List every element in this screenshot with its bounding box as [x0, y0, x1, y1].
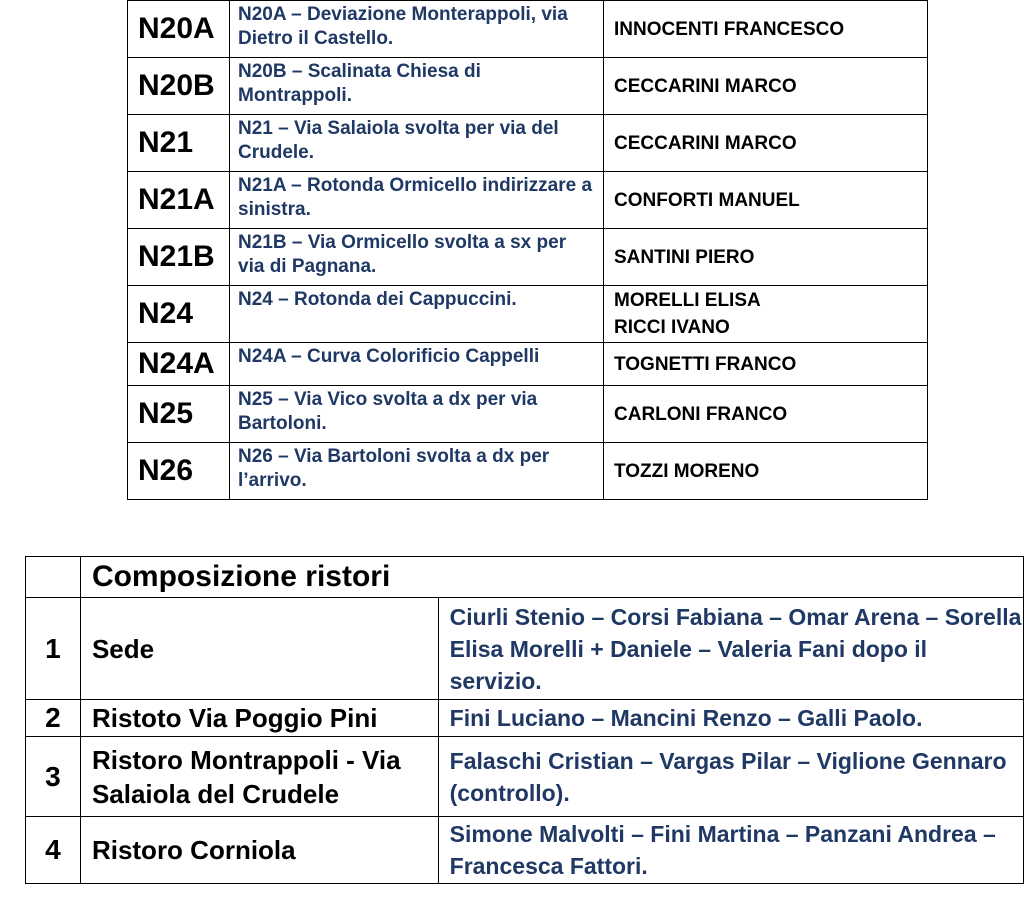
- volunteer-name: CECCARINI MARCO: [614, 132, 797, 154]
- postazione-names: [604, 386, 928, 443]
- postazione-location: N20A – Deviazione Monterappoli, via Dietro il Castello.: [230, 1, 604, 58]
- ristoro-number: 4: [26, 817, 81, 884]
- ristoro-people: Fini Luciano – Mancini Renzo – Galli Paolo.: [438, 700, 1023, 737]
- ristoro-number: 2: [26, 700, 81, 737]
- postazione-names: [604, 229, 928, 286]
- ristori-header-row: [26, 557, 1024, 598]
- volunteer-name: INNOCENTI FRANCESCO: [614, 18, 845, 40]
- postazione-location: N26 – Via Bartoloni svolta a dx per l’arrivo.: [230, 443, 604, 500]
- postazione-location: N21A – Rotonda Ormicello indirizzare a sinistra.: [230, 172, 604, 229]
- postazione-location: N21B – Via Ormicello svolta a sx per via di Pagnana.: [230, 229, 604, 286]
- postazione-location: N21 – Via Salaiola svolta per via del Crudele.: [230, 115, 604, 172]
- postazione-location: N25 – Via Vico svolta a dx per via Bartoloni.: [230, 386, 604, 443]
- ristoro-people: Ciurli Stenio – Corsi Fabiana – Omar Arena – Sorella Elisa Morelli + Daniele – Valeria Fani dopo il servizio.: [438, 598, 1023, 700]
- volunteer-name: RICCI IVANO: [614, 317, 730, 338]
- ristoro-people: Simone Malvolti – Fini Martina – Panzani Andrea – Francesca Fattori.: [438, 817, 1023, 884]
- ristoro-row: [26, 737, 1024, 817]
- ristoro-place: Sede: [80, 598, 438, 700]
- postazione-names: [604, 343, 928, 386]
- postazione-row: [128, 386, 928, 443]
- postazione-code: N20B: [128, 58, 230, 115]
- postazione-names: [604, 286, 928, 343]
- ristoro-row: [26, 700, 1024, 737]
- ristoro-number: 1: [26, 598, 81, 700]
- postazione-code: N21: [128, 115, 230, 172]
- volunteer-name: SANTINI PIERO: [614, 246, 755, 268]
- ristoro-place: Ristoto Via Poggio Pini: [80, 700, 438, 737]
- ristori-table: [25, 556, 1024, 884]
- postazione-location: N24A – Curva Colorificio Cappelli: [230, 343, 604, 386]
- postazione-row: [128, 343, 928, 386]
- postazione-code: N25: [128, 386, 230, 443]
- postazione-code: N21A: [128, 172, 230, 229]
- ristoro-place: Ristoro Montrappoli - Via Salaiola del Crudele: [80, 737, 438, 817]
- postazione-row: [128, 172, 928, 229]
- ristori-header-empty-cell: [26, 557, 81, 598]
- ristoro-place: Ristoro Corniola: [80, 817, 438, 884]
- postazione-code: N24A: [128, 343, 230, 386]
- postazione-location: N24 – Rotonda dei Cappuccini.: [230, 286, 604, 343]
- volunteer-name: MORELLI ELISA: [614, 290, 761, 311]
- postazione-row: [128, 229, 928, 286]
- postazione-names: [604, 1, 928, 58]
- postazione-row: [128, 1, 928, 58]
- postazione-row: [128, 58, 928, 115]
- ristori-title: Composizione ristori: [80, 557, 1023, 598]
- postazione-code: N20A: [128, 1, 230, 58]
- postazione-names: [604, 58, 928, 115]
- postazione-names: [604, 115, 928, 172]
- volunteer-name: CONFORTI MANUEL: [614, 189, 800, 211]
- postazione-location: N20B – Scalinata Chiesa di Montrappoli.: [230, 58, 604, 115]
- postazione-code: N26: [128, 443, 230, 500]
- postazione-row: [128, 443, 928, 500]
- volunteer-name: TOZZI MORENO: [614, 460, 760, 482]
- postazione-row: [128, 115, 928, 172]
- postazione-row: [128, 286, 928, 343]
- ristoro-row: [26, 598, 1024, 700]
- ristoro-number: 3: [26, 737, 81, 817]
- ristoro-people: Falaschi Cristian – Vargas Pilar – Viglione Gennaro (controllo).: [438, 737, 1023, 817]
- postazione-code: N24: [128, 286, 230, 343]
- postazione-names: [604, 443, 928, 500]
- ristoro-row: [26, 817, 1024, 884]
- postazione-code: N21B: [128, 229, 230, 286]
- postazione-names: [604, 172, 928, 229]
- volunteer-name: CECCARINI MARCO: [614, 75, 797, 97]
- volunteer-name: CARLONI FRANCO: [614, 403, 788, 425]
- postazioni-table: [127, 0, 928, 500]
- volunteer-name: TOGNETTI FRANCO: [614, 353, 797, 375]
